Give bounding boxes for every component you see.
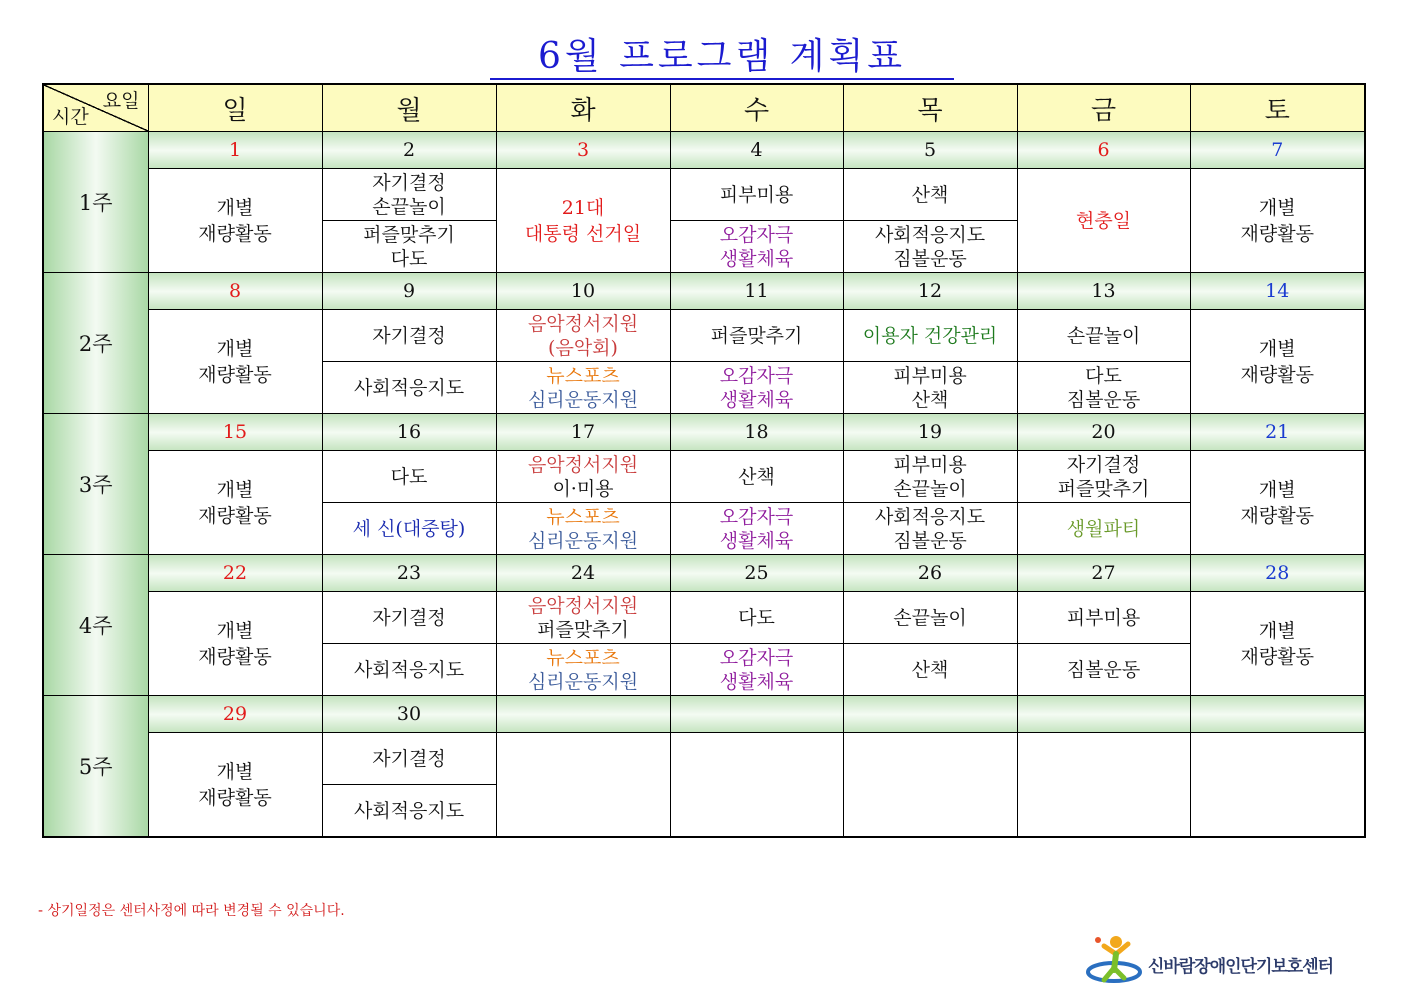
program-text: 자기결정 (1066, 453, 1141, 476)
program-text: 오감자극 (719, 646, 794, 669)
corner-time-label: 시간 (52, 106, 89, 128)
empty-cell (496, 733, 670, 838)
holiday-cell (1017, 169, 1190, 273)
date-number: 3 (496, 132, 670, 169)
week1-date-row (43, 132, 1365, 169)
program-text: 재량활동 (198, 504, 272, 527)
week4-date-row (43, 555, 1365, 592)
day-header-sun: 일 (148, 84, 322, 132)
program-text: 산책 (911, 388, 949, 411)
day-header-mon: 월 (322, 84, 496, 132)
program-cell (1017, 503, 1190, 555)
date-number: 21 (1190, 414, 1365, 451)
program-text: 음악정서지원 (527, 594, 639, 617)
program-text: 오감자극 (719, 505, 794, 528)
date-number: 17 (496, 414, 670, 451)
program-text: 사회적응지도 (874, 505, 986, 528)
program-text: 사회적응지도 (353, 799, 465, 822)
person-figure-logo-icon (1086, 932, 1146, 988)
program-cell (843, 503, 1017, 555)
program-cell (1017, 644, 1190, 696)
empty-date (496, 696, 670, 733)
date-number: 29 (148, 696, 322, 733)
date-number: 20 (1017, 414, 1190, 451)
program-cell (322, 733, 496, 785)
date-number: 30 (322, 696, 496, 733)
program-text: 재량활동 (198, 363, 272, 386)
program-text: 개별 (1258, 478, 1296, 501)
date-number: 24 (496, 555, 670, 592)
day-header-sat: 토 (1190, 84, 1365, 132)
week-label: 1주 (43, 132, 148, 273)
program-text: 자기결정 (372, 324, 446, 347)
program-cell (1017, 310, 1190, 362)
program-cell (1017, 451, 1190, 503)
program-text: 손끝놀이 (372, 195, 446, 218)
program-cell (670, 592, 843, 644)
week5-date-row (43, 696, 1365, 733)
program-cell (843, 644, 1017, 696)
program-text: 짐볼운동 (893, 247, 967, 270)
program-cell (1017, 362, 1190, 414)
date-number: 7 (1190, 132, 1365, 169)
program-cell (1190, 592, 1365, 696)
empty-cell (843, 733, 1017, 838)
day-header-thu: 목 (843, 84, 1017, 132)
program-text: 생활체육 (719, 247, 794, 270)
program-text: 개별 (1258, 196, 1296, 219)
program-cell (843, 362, 1017, 414)
program-cell (843, 592, 1017, 644)
program-cell (322, 592, 496, 644)
program-text: 산책 (911, 183, 949, 206)
program-cell (670, 451, 843, 503)
program-text: 손끝놀이 (893, 606, 967, 629)
program-text: 재량활동 (1240, 222, 1314, 245)
program-text: 생활체육 (719, 529, 794, 552)
program-cell (322, 503, 496, 555)
schedule-note: - 상기일정은 센터사정에 따라 변경될 수 있습니다. (38, 903, 345, 919)
program-cell (670, 503, 843, 555)
date-number: 11 (670, 273, 843, 310)
date-number: 8 (148, 273, 322, 310)
program-text: 심리운동지원 (527, 388, 639, 411)
program-cell (843, 221, 1017, 273)
program-text: 오감자극 (719, 223, 794, 246)
program-text: 짐볼운동 (1066, 658, 1141, 681)
program-cell (670, 221, 843, 273)
program-text: 음악정서지원 (527, 453, 639, 476)
week-label: 5주 (43, 696, 148, 838)
date-number: 19 (843, 414, 1017, 451)
program-text: 개별 (216, 196, 254, 219)
program-cell (1190, 310, 1365, 414)
program-text: 개별 (216, 619, 254, 642)
program-text: 개별 (216, 478, 254, 501)
program-text: 생활체육 (719, 670, 794, 693)
program-text: 재량활동 (198, 786, 272, 809)
week3-date-row (43, 414, 1365, 451)
week4-program-row (43, 592, 1365, 644)
empty-cell (670, 733, 843, 838)
program-text: 짐볼운동 (1066, 388, 1141, 411)
day-header-fri: 금 (1017, 84, 1190, 132)
program-text: 퍼즐맞추기 (710, 324, 803, 347)
program-text: 자기결정 (372, 747, 446, 770)
program-text: 생월파티 (1066, 517, 1141, 540)
date-number: 14 (1190, 273, 1365, 310)
date-number: 12 (843, 273, 1017, 310)
program-text: 심리운동지원 (527, 670, 639, 693)
empty-date (1017, 696, 1190, 733)
program-text: 개별 (1258, 337, 1296, 360)
holiday-text: 현충일 (1075, 209, 1132, 232)
program-cell (148, 733, 322, 838)
program-cell (496, 503, 670, 555)
program-text: 짐볼운동 (893, 529, 967, 552)
program-text: 재량활동 (1240, 363, 1314, 386)
program-cell (670, 310, 843, 362)
empty-date (1190, 696, 1365, 733)
date-number: 5 (843, 132, 1017, 169)
program-cell (148, 592, 322, 696)
program-cell (670, 644, 843, 696)
day-header-tue: 화 (496, 84, 670, 132)
program-cell (322, 169, 496, 221)
week-label: 2주 (43, 273, 148, 414)
program-text: 재량활동 (1240, 645, 1314, 668)
program-text: 퍼즐맞추기 (1057, 477, 1150, 500)
date-number: 6 (1017, 132, 1190, 169)
program-cell (148, 310, 322, 414)
program-cell (322, 451, 496, 503)
program-text: 이·미용 (552, 477, 614, 500)
date-number: 16 (322, 414, 496, 451)
page-title: 6월 프로그램 계획표 (538, 36, 906, 77)
date-number: 13 (1017, 273, 1190, 310)
program-text: 개별 (216, 337, 254, 360)
program-text: 뉴스포츠 (546, 505, 620, 528)
program-text: 자기결정 (372, 606, 446, 629)
date-number: 26 (843, 555, 1017, 592)
program-text: 오감자극 (719, 364, 794, 387)
program-text: 다도 (1085, 364, 1122, 387)
program-cell (496, 592, 670, 644)
holiday-cell (496, 169, 670, 273)
program-text: 산책 (911, 658, 949, 681)
program-text: 개별 (1258, 619, 1296, 642)
title-underline (490, 78, 954, 80)
program-text: 뉴스포츠 (546, 364, 620, 387)
header-row (43, 84, 1365, 132)
program-text: 퍼즐맞추기 (363, 223, 455, 246)
program-text: 심리운동지원 (527, 529, 639, 552)
program-text: 다도 (738, 606, 775, 629)
program-cell (670, 169, 843, 221)
program-text: 손끝놀이 (1066, 324, 1141, 347)
date-number: 15 (148, 414, 322, 451)
program-text: 뉴스포츠 (546, 646, 620, 669)
program-text: 자기결정 (372, 171, 446, 194)
program-text: 사회적응지도 (874, 223, 986, 246)
week5-program-row (43, 733, 1365, 785)
program-cell (148, 451, 322, 555)
program-text: 생활체육 (719, 388, 794, 411)
corner-cell (43, 84, 148, 132)
date-number: 23 (322, 555, 496, 592)
program-text: 피부미용 (719, 183, 794, 206)
program-text: 사회적응지도 (353, 376, 465, 399)
week2-date-row (43, 273, 1365, 310)
date-number: 28 (1190, 555, 1365, 592)
program-text: 음악정서지원 (527, 312, 639, 335)
empty-date (670, 696, 843, 733)
program-cell (1190, 169, 1365, 273)
program-cell (496, 451, 670, 503)
program-text: 사회적응지도 (353, 658, 465, 681)
program-text: 피부미용 (893, 453, 967, 476)
center-logo (1086, 932, 1356, 988)
week1-program-row (43, 169, 1365, 221)
program-text: 산책 (738, 465, 775, 488)
date-number: 10 (496, 273, 670, 310)
date-number: 18 (670, 414, 843, 451)
program-text: 세 신(대중탕) (352, 517, 466, 540)
week-label: 4주 (43, 555, 148, 696)
program-text: (음악회) (548, 336, 618, 359)
week3-program-row (43, 451, 1365, 503)
empty-cell (1017, 733, 1190, 838)
date-number: 4 (670, 132, 843, 169)
program-cell (148, 169, 322, 273)
program-text: 이용자 건강관리 (862, 324, 998, 347)
corner-day-label: 요일 (102, 90, 140, 112)
program-text: 퍼즐맞추기 (537, 618, 629, 641)
date-number: 25 (670, 555, 843, 592)
program-text: 개별 (216, 760, 254, 783)
program-cell (322, 362, 496, 414)
program-text: 재량활동 (1240, 504, 1314, 527)
date-number: 27 (1017, 555, 1190, 592)
day-header-wed: 수 (670, 84, 843, 132)
date-number: 1 (148, 132, 322, 169)
date-number: 2 (322, 132, 496, 169)
program-cell (322, 221, 496, 273)
program-text: 재량활동 (198, 222, 272, 245)
week2-program-row (43, 310, 1365, 362)
program-cell (322, 644, 496, 696)
week-label: 3주 (43, 414, 148, 555)
program-text: 피부미용 (1066, 606, 1141, 629)
date-number: 9 (322, 273, 496, 310)
logo-text: 신바람장애인단기보호센터 (1148, 957, 1334, 977)
program-cell (496, 644, 670, 696)
program-cell (670, 362, 843, 414)
holiday-text: 대통령 선거일 (524, 222, 642, 245)
program-text: 다도 (390, 465, 428, 488)
program-cell (843, 169, 1017, 221)
program-cell (322, 310, 496, 362)
program-cell (1017, 592, 1190, 644)
program-cell (496, 362, 670, 414)
program-cell (843, 310, 1017, 362)
date-number: 22 (148, 555, 322, 592)
program-text: 재량활동 (198, 645, 272, 668)
program-cell (843, 451, 1017, 503)
program-cell (322, 785, 496, 838)
empty-date (843, 696, 1017, 733)
program-text: 피부미용 (893, 364, 967, 387)
schedule-table (42, 83, 1366, 838)
program-text: 다도 (390, 247, 428, 270)
program-cell (1190, 451, 1365, 555)
holiday-text: 21대 (561, 196, 605, 219)
program-text: 손끝놀이 (893, 477, 967, 500)
program-cell (496, 310, 670, 362)
empty-cell (1190, 733, 1365, 838)
